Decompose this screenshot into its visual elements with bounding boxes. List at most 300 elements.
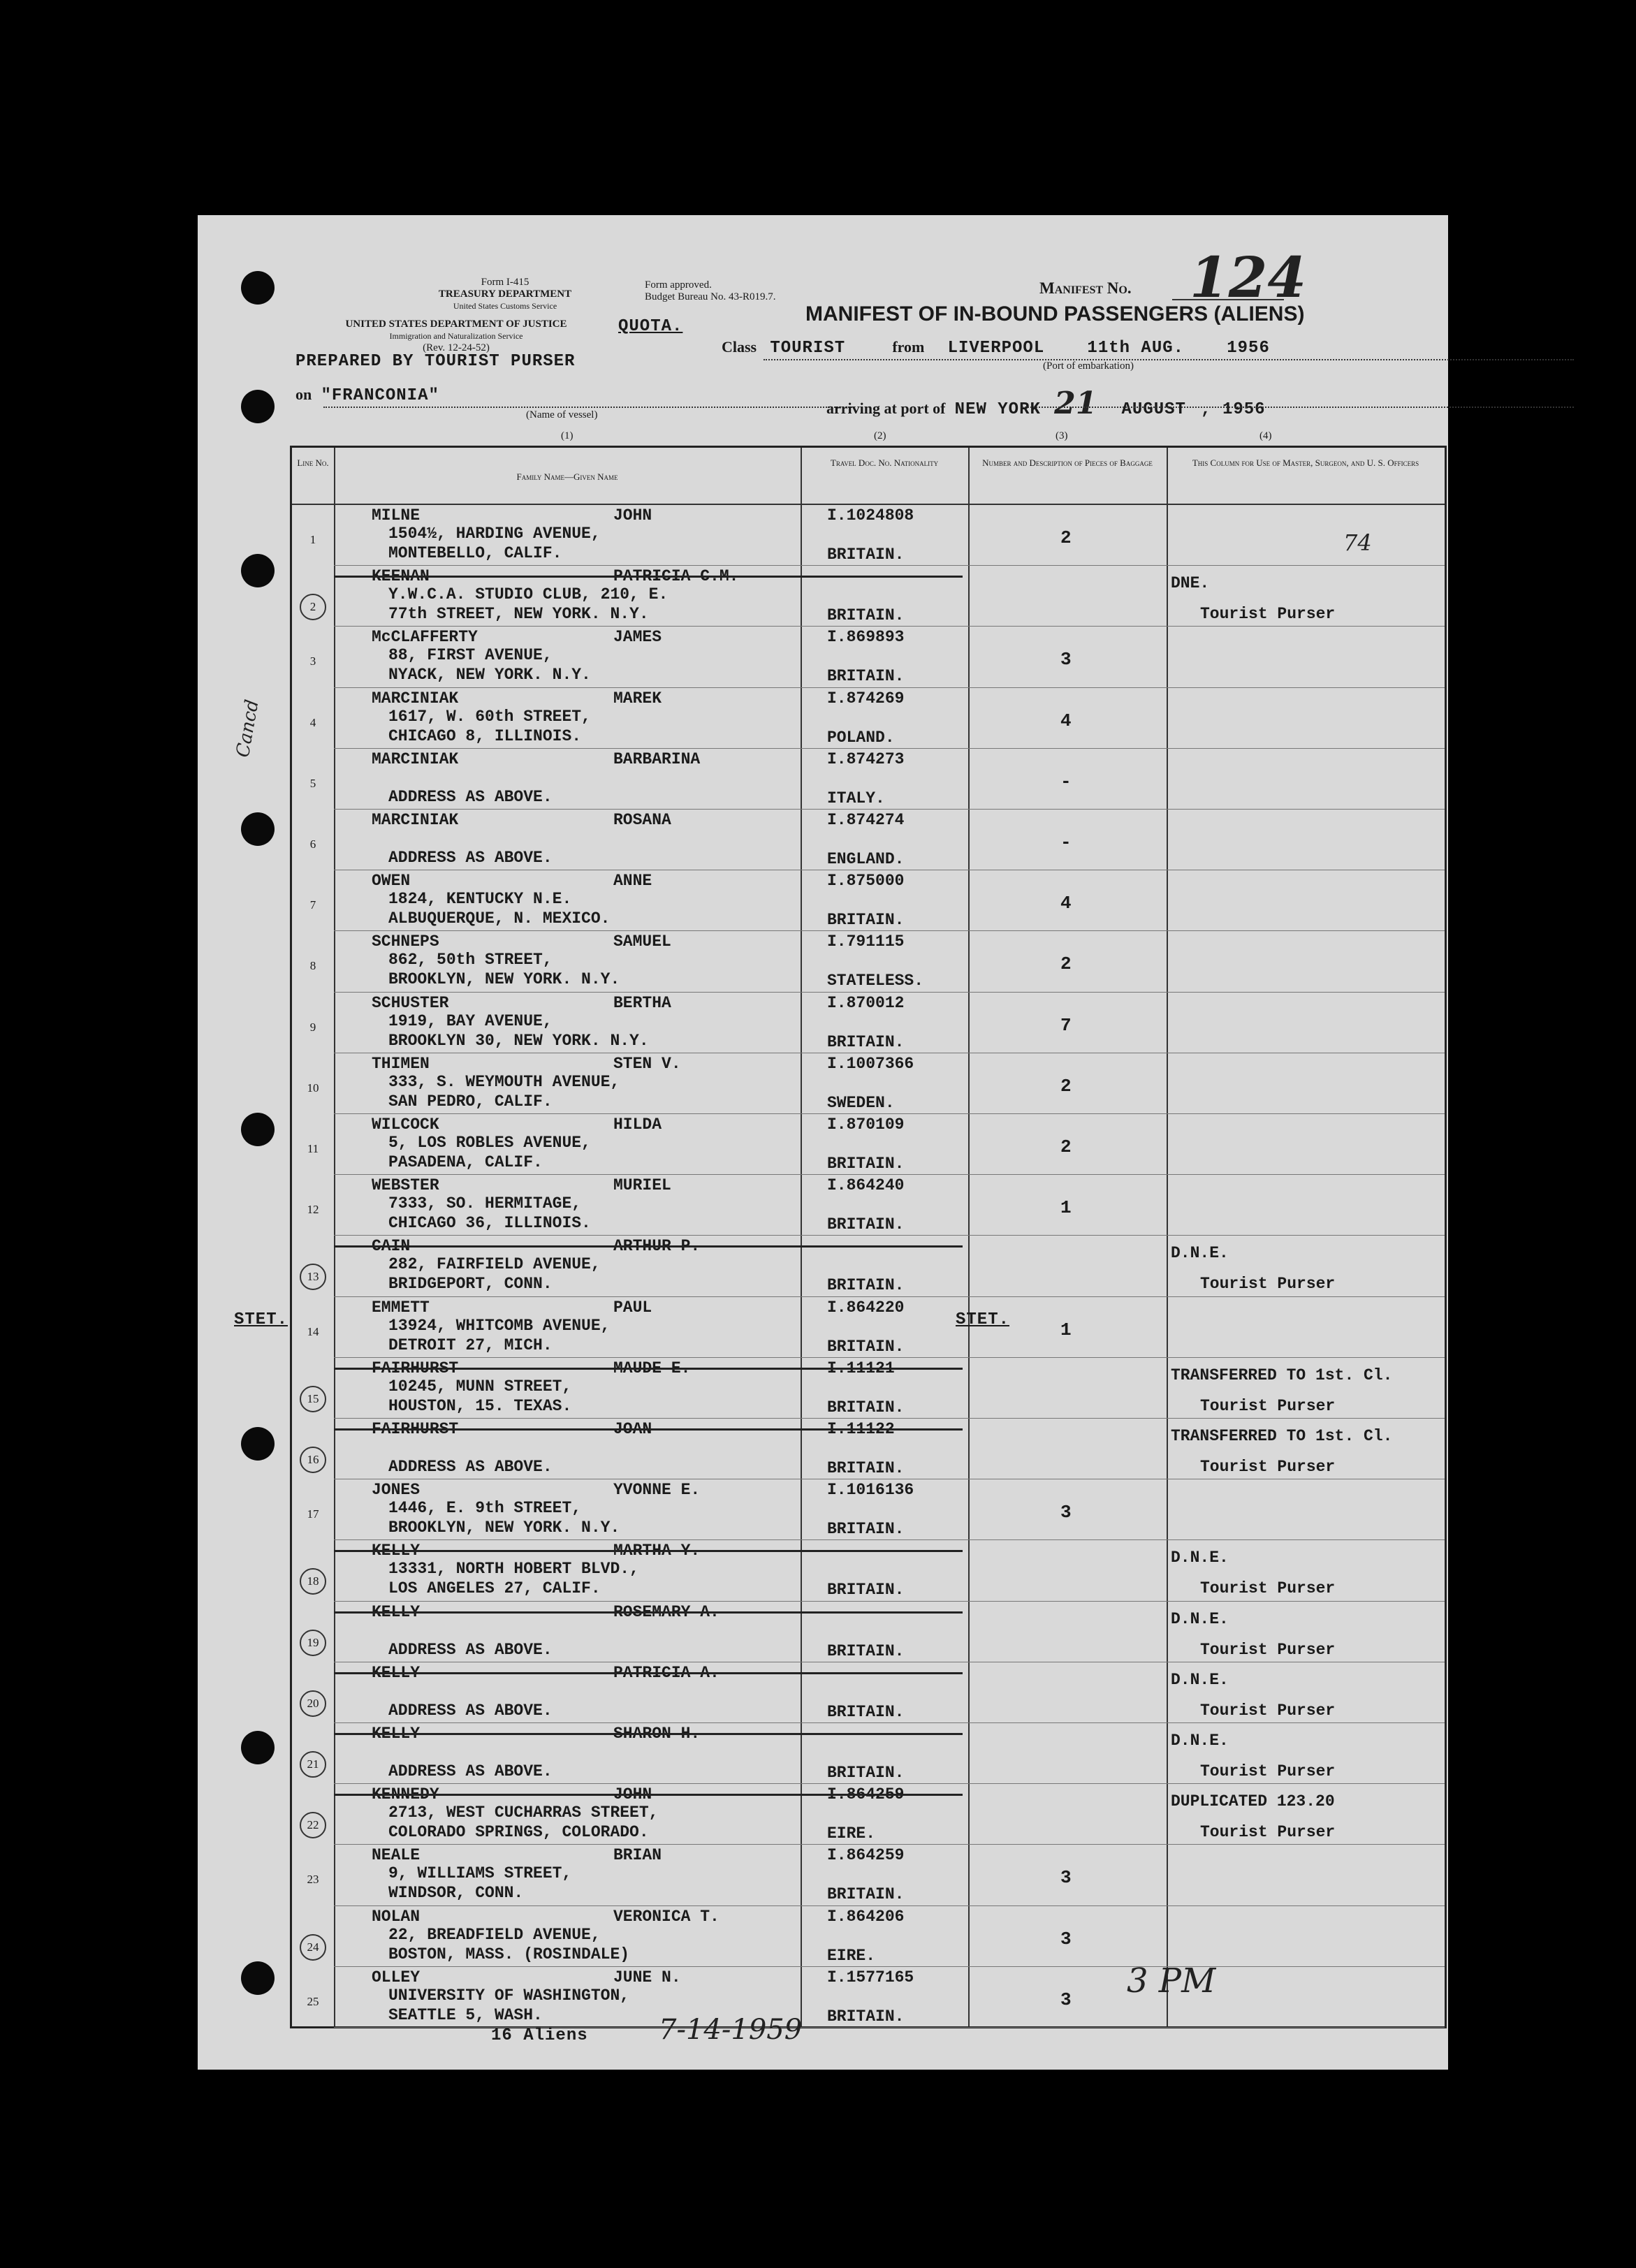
address-line-2: CHICAGO 36, ILLINOIS.	[388, 1214, 591, 1233]
binder-hole	[241, 1731, 275, 1764]
line-number	[292, 1386, 334, 1412]
line-number-value: 3	[309, 654, 316, 668]
address-line-2: PASADENA, CALIF.	[388, 1153, 543, 1171]
line-number	[292, 533, 334, 547]
nationality: ITALY.	[827, 789, 885, 807]
officer-note: TRANSFERRED TO 1st. Cl.	[1171, 1366, 1393, 1384]
table-row	[292, 1114, 1445, 1175]
given-name: JOHN	[613, 1785, 652, 1804]
table-row	[292, 931, 1445, 992]
table-row	[292, 1784, 1445, 1845]
table-row	[292, 993, 1445, 1053]
header-name: Family Name—Given Name	[516, 471, 618, 482]
table-row	[292, 1845, 1445, 1905]
nationality: EIRE.	[827, 1824, 876, 1843]
line-number-value: 11	[307, 1142, 319, 1155]
line-number-value: 5	[309, 776, 316, 790]
table-row	[292, 870, 1445, 931]
address-line-1: 13331, NORTH HOBERT BLVD.,	[388, 1560, 639, 1579]
table-row	[292, 627, 1445, 687]
family-name: MARCINIAK	[372, 749, 459, 768]
line-number	[292, 1264, 334, 1290]
nationality: BRITAIN.	[827, 1155, 905, 1173]
nationality: BRITAIN.	[827, 667, 905, 686]
baggage-count: 2	[1060, 1136, 1072, 1157]
family-name: KENNEDY	[372, 1785, 439, 1804]
address-line-2: NYACK, NEW YORK. N.Y.	[388, 666, 591, 685]
address-line-2: BOSTON, MASS. (ROSINDALE)	[388, 1945, 630, 1963]
address-line-1: 7333, SO. HERMITAGE,	[388, 1194, 582, 1213]
address-line-1: 22, BREADFIELD AVENUE,	[388, 1925, 601, 1944]
officer-note: D.N.E.	[1171, 1732, 1229, 1750]
budget-bureau: Budget Bureau No. 43-R019.7.	[645, 291, 776, 302]
baggage-count: 3	[1060, 1867, 1072, 1889]
manifest-number: 124	[1190, 244, 1306, 310]
travel-doc-no: I.864220	[827, 1298, 905, 1317]
officer-note-2: Tourist Purser	[1200, 1823, 1336, 1842]
given-name: HILDA	[613, 1115, 662, 1134]
line-number	[292, 1020, 334, 1034]
family-name: NOLAN	[372, 1907, 421, 1926]
travel-doc-no: I.1024808	[827, 506, 914, 525]
baggage-count: 1	[1060, 1319, 1072, 1340]
nationality: STATELESS.	[827, 972, 924, 990]
line-number	[292, 594, 334, 620]
address-line-2: BROOKLYN, NEW YORK. N.Y.	[388, 1519, 620, 1537]
baggage-count: 3	[1060, 649, 1072, 671]
line-number-value: 16	[300, 1447, 326, 1473]
address-line-1: Y.W.C.A. STUDIO CLUB, 210, E.	[388, 585, 669, 604]
address-line-1: 10245, MUNN STREET,	[388, 1377, 572, 1396]
manifest-no-underline	[1172, 299, 1284, 300]
family-name: MARCINIAK	[372, 811, 459, 829]
family-name: MARCINIAK	[372, 689, 459, 708]
nationality: BRITAIN.	[827, 1215, 905, 1234]
class-line	[722, 338, 1270, 358]
baggage-count: 2	[1060, 953, 1072, 975]
margin-note: 74	[1343, 529, 1372, 556]
nationality: BRITAIN.	[827, 1032, 905, 1051]
address-line-1: 862, 50th STREET,	[388, 951, 553, 970]
family-name: CAIN	[372, 1237, 411, 1256]
vessel-note: (Name of vessel)	[526, 409, 598, 420]
line-number	[292, 1447, 334, 1473]
arrival-port: NEW YORK	[954, 400, 1041, 419]
arrival-rule	[1022, 407, 1574, 408]
address-line-2: 77th STREET, NEW YORK. N.Y.	[388, 605, 649, 624]
line-number-value: 19	[300, 1630, 326, 1656]
officer-note-2: Tourist Purser	[1200, 1701, 1336, 1720]
manifest-page	[198, 215, 1448, 2070]
baggage-count: 7	[1060, 1014, 1072, 1036]
line-number	[292, 1873, 334, 1887]
nationality: SWEDEN.	[827, 1093, 895, 1112]
family-name: THIMEN	[372, 1054, 430, 1073]
nationality: EIRE.	[827, 1946, 876, 1965]
class-value: TOURIST	[770, 339, 846, 358]
line-number-value: 8	[309, 959, 316, 973]
travel-doc-no: I.1577165	[827, 1968, 914, 1987]
line-number	[292, 1203, 334, 1217]
departure-date: 11th AUG.	[1087, 339, 1185, 358]
travel-doc-no: I.875000	[827, 872, 905, 891]
arrival-month: AUGUST	[1121, 400, 1186, 419]
binder-hole	[241, 812, 275, 846]
address-line-1: 2713, WEST CUCHARRAS STREET,	[388, 1804, 659, 1822]
officer-note-2: Tourist Purser	[1200, 1579, 1336, 1598]
line-number	[292, 1630, 334, 1656]
baggage-count: -	[1060, 770, 1072, 792]
line-number	[292, 1995, 334, 2009]
address-line-2: HOUSTON, 15. TEXAS.	[388, 1396, 572, 1415]
line-number-value: 24	[300, 1934, 326, 1961]
address-line-2: ADDRESS AS ABOVE.	[388, 1701, 553, 1720]
given-name: BERTHA	[613, 993, 671, 1012]
revision: (Rev. 12-24-52)	[423, 342, 490, 353]
nationality: BRITAIN.	[827, 1337, 905, 1356]
form-id-block	[407, 277, 603, 312]
binder-hole	[241, 1427, 275, 1461]
address-line-1: UNIVERSITY OF WASHINGTON,	[388, 1986, 630, 2005]
family-name: KELLY	[372, 1725, 421, 1743]
table-row	[292, 566, 1445, 627]
table-row	[292, 1906, 1445, 1967]
stet-middle: STET.	[956, 1310, 1010, 1329]
address-line-1: 9, WILLIAMS STREET,	[388, 1864, 572, 1883]
address-line-1: 333, S. WEYMOUTH AVENUE,	[388, 1072, 620, 1091]
given-name: SAMUEL	[613, 932, 671, 951]
address-line-2: SAN PEDRO, CALIF.	[388, 1092, 553, 1111]
vessel-rule	[323, 407, 854, 408]
handwritten-time: 3 PM	[1127, 1961, 1216, 2000]
table-row	[292, 505, 1445, 566]
strike-line	[334, 1245, 963, 1248]
given-name: VERONICA T.	[613, 1907, 720, 1926]
family-name: MILNE	[372, 506, 421, 525]
family-name: WILCOCK	[372, 1115, 439, 1134]
given-name: PATRICIA A.	[613, 1663, 720, 1682]
port-embarkation: LIVERPOOL	[947, 339, 1045, 358]
manifest-title: MANIFEST OF IN-BOUND PASSENGERS (ALIENS)	[805, 302, 1305, 325]
given-name: JUNE N.	[613, 1968, 681, 1987]
line-number	[292, 1934, 334, 1961]
line-number-value: 14	[307, 1324, 319, 1338]
officer-note: TRANSFERRED TO 1st. Cl.	[1171, 1427, 1393, 1445]
stet-left: STET.	[234, 1310, 289, 1329]
alien-count: 16 Aliens	[491, 2026, 588, 2045]
handwritten-margin-note: Cancd	[232, 698, 263, 759]
family-name: JONES	[372, 1481, 421, 1500]
travel-doc-no: I.870012	[827, 993, 905, 1012]
address-line-1: 1824, KENTUCKY N.E.	[388, 890, 572, 909]
travel-doc-no: I.1007366	[827, 1054, 914, 1073]
nationality: BRITAIN.	[827, 1276, 905, 1295]
class-rule	[764, 359, 1574, 360]
officer-note-2: Tourist Purser	[1200, 1640, 1336, 1659]
line-number-value: 22	[300, 1812, 326, 1838]
travel-doc-no: I.874273	[827, 749, 905, 768]
nationality: BRITAIN.	[827, 1641, 905, 1660]
baggage-count: 3	[1060, 1989, 1072, 2010]
given-name: ANNE	[613, 872, 652, 891]
given-name: ROSEMARY A.	[613, 1602, 720, 1621]
manifest-no-label: Manifest No.	[1039, 279, 1132, 297]
line-number-value: 18	[300, 1568, 326, 1595]
officer-note: D.N.E.	[1171, 1549, 1229, 1567]
baggage-count: 4	[1060, 893, 1072, 914]
nationality: ENGLAND.	[827, 850, 905, 868]
baggage-count: 2	[1060, 527, 1072, 548]
given-name: JOHN	[613, 506, 652, 525]
given-name: PAUL	[613, 1298, 652, 1317]
address-line-2: ADDRESS AS ABOVE.	[388, 1762, 553, 1780]
line-number	[292, 654, 334, 668]
address-line-2: DETROIT 27, MICH.	[388, 1336, 553, 1354]
address-line-1: 13924, WHITCOMB AVENUE,	[388, 1316, 611, 1335]
header-line-no: Line No.	[297, 458, 329, 468]
officer-note-2: Tourist Purser	[1200, 1396, 1336, 1415]
family-name: EMMETT	[372, 1298, 430, 1317]
travel-doc-no: I.870109	[827, 1115, 905, 1134]
address-line-1: 1504½, HARDING AVENUE,	[388, 525, 601, 543]
binder-hole	[241, 1961, 275, 1995]
address-line-2: BROOKLYN, NEW YORK. N.Y.	[388, 970, 620, 989]
travel-doc-no: I.864259	[827, 1846, 905, 1865]
nationality: BRITAIN.	[827, 2007, 905, 2026]
arriving-label: arriving at port of	[826, 400, 946, 417]
officer-note-2: Tourist Purser	[1200, 1275, 1336, 1294]
strike-line	[334, 1368, 963, 1370]
col-num-2: (2)	[874, 430, 886, 441]
port-note: (Port of embarkation)	[1043, 360, 1134, 372]
passenger-table	[290, 446, 1447, 2028]
strike-line	[334, 1733, 963, 1735]
ins-service: Immigration and Naturalization Service	[389, 331, 523, 341]
strike-line	[334, 1550, 963, 1552]
family-name: OLLEY	[372, 1968, 421, 1987]
line-number-value: 12	[307, 1203, 319, 1217]
approval-block	[645, 279, 812, 303]
given-name: MAREK	[613, 689, 662, 708]
travel-doc-no: I.11122	[827, 1420, 895, 1438]
quota-label: QUOTA.	[618, 317, 683, 336]
table-row	[292, 1175, 1445, 1236]
officer-note-2: Tourist Purser	[1200, 1458, 1336, 1476]
family-name: KELLY	[372, 1663, 421, 1682]
table-row	[292, 1236, 1445, 1296]
given-name: BRIAN	[613, 1846, 662, 1865]
line-number	[292, 837, 334, 851]
family-name: KELLY	[372, 1602, 421, 1621]
line-number-value: 10	[307, 1081, 319, 1095]
baggage-count: 4	[1060, 710, 1072, 731]
baggage-count: 3	[1060, 1928, 1072, 1949]
line-number-value: 7	[309, 898, 316, 912]
line-number-value: 4	[309, 715, 316, 729]
nationality: BRITAIN.	[827, 1459, 905, 1477]
given-name: STEN V.	[613, 1054, 681, 1073]
address-line-1: 1919, BAY AVENUE,	[388, 1011, 553, 1030]
officer-note-2: Tourist Purser	[1200, 605, 1336, 624]
officer-note: D.N.E.	[1171, 1609, 1229, 1628]
travel-doc-no: I.864259	[827, 1785, 905, 1804]
strike-line	[334, 1428, 963, 1431]
nationality: BRITAIN.	[827, 546, 905, 564]
address-line-2: BROOKLYN 30, NEW YORK. N.Y.	[388, 1031, 649, 1050]
line-number-value: 17	[307, 1507, 319, 1521]
family-name: FAIRHURST	[372, 1420, 459, 1438]
family-name: SCHUSTER	[372, 993, 449, 1012]
binder-hole	[241, 1113, 275, 1146]
col-num-1: (1)	[561, 430, 574, 441]
treasury-dept: TREASURY DEPARTMENT	[438, 288, 572, 300]
nationality: BRITAIN.	[827, 606, 905, 625]
given-name: ARTHUR P.	[613, 1237, 701, 1256]
address-line-2: BRIDGEPORT, CONN.	[388, 1275, 553, 1294]
line-number	[292, 1751, 334, 1778]
officer-note: D.N.E.	[1171, 1244, 1229, 1263]
table-row	[292, 1602, 1445, 1662]
binder-hole	[241, 271, 275, 305]
travel-doc-no: I.11121	[827, 1359, 895, 1377]
address-line-2: SEATTLE 5, WASH.	[388, 2005, 543, 2024]
line-number-value: 25	[307, 1994, 319, 2008]
form-approved: Form approved.	[645, 279, 712, 291]
nationality: BRITAIN.	[827, 1398, 905, 1417]
line-number-value: 23	[307, 1873, 319, 1887]
handwritten-date: 7-14-1959	[659, 2014, 803, 2046]
vessel-line	[295, 386, 439, 405]
line-number-value: 15	[300, 1386, 326, 1412]
col-num-4: (4)	[1259, 430, 1272, 441]
address-line-2: MONTEBELLO, CALIF.	[388, 544, 562, 562]
line-number	[292, 1568, 334, 1595]
line-number	[292, 716, 334, 730]
table-row	[292, 749, 1445, 810]
family-name: WEBSTER	[372, 1176, 439, 1195]
table-row	[292, 688, 1445, 749]
address-line-2: CHICAGO 8, ILLINOIS.	[388, 726, 582, 745]
departure-year: 1956	[1227, 339, 1270, 358]
from-label: from	[892, 338, 925, 356]
header-baggage: Number and Description of Pieces of Baggage	[982, 458, 1153, 468]
baggage-count: 2	[1060, 1075, 1072, 1097]
travel-doc-no: I.791115	[827, 932, 905, 951]
arrival-year: 56	[1243, 400, 1266, 419]
given-name: YVONNE E.	[613, 1481, 701, 1500]
line-number	[292, 777, 334, 791]
address-line-2: ADDRESS AS ABOVE.	[388, 787, 553, 806]
officer-note: DNE.	[1171, 574, 1210, 593]
table-row	[292, 1053, 1445, 1114]
officer-note: D.N.E.	[1171, 1670, 1229, 1689]
line-number-value: 13	[300, 1264, 326, 1290]
family-name: McCLAFFERTY	[372, 628, 478, 647]
given-name: ROSANA	[613, 811, 671, 829]
arrival-day: 21	[1054, 386, 1097, 421]
table-row	[292, 1419, 1445, 1479]
baggage-count: -	[1060, 832, 1072, 853]
table-row	[292, 1967, 1445, 2028]
address-line-1: 1617, W. 60th STREET,	[388, 707, 591, 726]
vessel-name: "FRANCONIA"	[321, 386, 439, 405]
table-row	[292, 810, 1445, 870]
address-line-2: LOS ANGELES 27, CALIF.	[388, 1579, 601, 1598]
table-row	[292, 1297, 1445, 1358]
strike-line	[334, 576, 963, 578]
nationality: BRITAIN.	[827, 1581, 905, 1600]
address-line-2: ADDRESS AS ABOVE.	[388, 1458, 553, 1476]
given-name: SHARON H.	[613, 1725, 701, 1743]
line-number-value: 1	[309, 533, 316, 546]
prepared-by: PREPARED BY TOURIST PURSER	[295, 352, 576, 371]
line-number	[292, 1325, 334, 1339]
strike-line	[334, 1672, 963, 1674]
binder-hole	[241, 554, 275, 587]
nationality: BRITAIN.	[827, 1702, 905, 1721]
nationality: BRITAIN.	[827, 1885, 905, 1904]
header-travel-doc: Travel Doc. No. Nationality	[830, 458, 939, 468]
header-officers: This Column for Use of Master, Surgeon, and U. S. Officers	[1192, 458, 1419, 468]
customs-service: United States Customs Service	[453, 301, 557, 311]
line-number-value: 6	[309, 837, 316, 851]
given-name: MURIEL	[613, 1176, 671, 1195]
address-line-2: ADDRESS AS ABOVE.	[388, 849, 553, 867]
travel-doc-no: I.864240	[827, 1176, 905, 1195]
family-name: KELLY	[372, 1542, 421, 1560]
family-name: NEALE	[372, 1846, 421, 1865]
given-name: JAMES	[613, 628, 662, 647]
line-number-value: 9	[309, 1020, 316, 1034]
class-label: Class	[722, 338, 757, 356]
given-name: BARBARINA	[613, 749, 701, 768]
travel-doc-no: I.874274	[827, 811, 905, 829]
col-num-3: (3)	[1056, 430, 1068, 441]
line-number	[292, 1690, 334, 1717]
table-row	[292, 1479, 1445, 1540]
address-line-2: WINDSOR, CONN.	[388, 1884, 524, 1903]
address-line-1: 88, FIRST AVENUE,	[388, 646, 553, 665]
address-line-2: ADDRESS AS ABOVE.	[388, 1640, 553, 1659]
justice-block	[289, 319, 624, 354]
line-number	[292, 1507, 334, 1521]
line-number-value: 21	[300, 1751, 326, 1778]
line-number-value: 2	[300, 594, 326, 620]
given-name: MARTHA Y.	[613, 1542, 701, 1560]
line-number	[292, 1081, 334, 1095]
line-number	[292, 959, 334, 973]
address-line-1: 5, LOS ROBLES AVENUE,	[388, 1134, 591, 1152]
given-name: PATRICIA C.M.	[613, 567, 739, 586]
table-row	[292, 1358, 1445, 1419]
family-name: SCHNEPS	[372, 932, 439, 951]
given-name: MAUDE E.	[613, 1359, 691, 1377]
officer-note: DUPLICATED 123.20	[1171, 1792, 1335, 1811]
table-row	[292, 1723, 1445, 1784]
address-line-1: 282, FAIRFIELD AVENUE,	[388, 1255, 601, 1274]
line-number-value: 20	[300, 1690, 326, 1717]
family-name: FAIRHURST	[372, 1359, 459, 1377]
justice-dept: UNITED STATES DEPARTMENT OF JUSTICE	[345, 319, 567, 330]
strike-line	[334, 1794, 963, 1796]
travel-doc-no: I.869893	[827, 628, 905, 647]
address-line-1: 1446, E. 9th STREET,	[388, 1499, 582, 1518]
family-name: KEENAN	[372, 567, 430, 586]
arrival-line: arriving at port of NEW YORK 21 AUGUST , 1956	[826, 386, 1266, 421]
nationality: BRITAIN.	[827, 1764, 905, 1782]
family-name: OWEN	[372, 872, 411, 891]
travel-doc-no: I.874269	[827, 689, 905, 708]
